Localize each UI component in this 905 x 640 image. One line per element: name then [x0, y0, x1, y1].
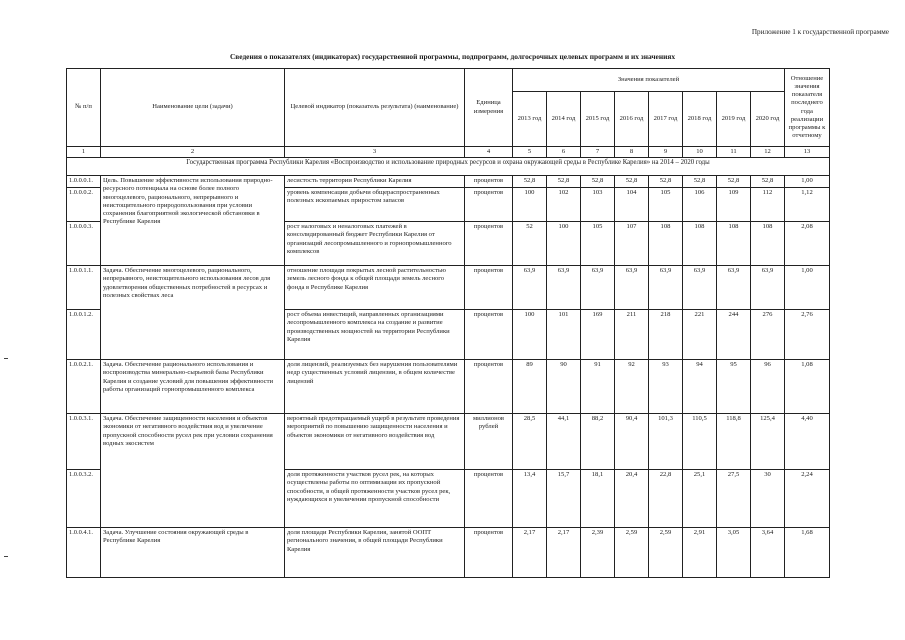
column-number: 1	[67, 147, 101, 158]
unit-cell: процентов	[465, 360, 513, 414]
row-code: 1.0.0.2.1.	[67, 360, 101, 414]
value-cell: 101	[547, 310, 581, 360]
value-cell: 221	[683, 310, 717, 360]
value-cell: 52	[513, 222, 547, 266]
header-row	[67, 69, 830, 92]
value-cell: 100	[513, 310, 547, 360]
header-year: 2017 год	[649, 92, 683, 147]
ratio-cell: 1,08	[785, 360, 830, 414]
header-year: 2016 год	[615, 92, 649, 147]
unit-cell: процентов	[465, 528, 513, 578]
value-cell: 52,8	[547, 176, 581, 188]
value-cell: 2,59	[615, 528, 649, 578]
goal-cell: Цель. Повышение эффективности использования природно-ресурсного потенциала на основе более полного многоцелевого, рационального, непрерывного и неистощительного природопользования при условии сохранения благоприятной экологической обстановки в Республике Карелия	[101, 176, 285, 266]
header-values-group: Значения показателей	[513, 69, 785, 92]
unit-cell: процентов	[465, 176, 513, 188]
table-row	[67, 266, 830, 310]
value-cell: 94	[683, 360, 717, 414]
table-row	[67, 176, 830, 188]
indicator-cell: лесистость территории Республики Карелия	[285, 176, 465, 188]
column-number: 4	[465, 147, 513, 158]
program-title: Государственная программа Республики Карелия «Воспроизводство и использование природных ресурсов и охрана окружающей среды в Республике Карелия» на 2014 – 2020 годы	[67, 158, 830, 176]
column-number: 10	[683, 147, 717, 158]
value-cell: 2,91	[683, 528, 717, 578]
value-cell: 218	[649, 310, 683, 360]
value-cell: 112	[751, 188, 785, 222]
value-cell: 22,8	[649, 470, 683, 528]
unit-cell: процентов	[465, 222, 513, 266]
value-cell: 90	[547, 360, 581, 414]
value-cell: 52,8	[717, 176, 751, 188]
value-cell: 110,5	[683, 414, 717, 470]
value-cell: 211	[615, 310, 649, 360]
row-code: 1.0.0.3.1.	[67, 414, 101, 470]
ratio-cell: 2,08	[785, 222, 830, 266]
value-cell: 92	[615, 360, 649, 414]
value-cell: 105	[649, 188, 683, 222]
value-cell: 2,17	[513, 528, 547, 578]
value-cell: 63,9	[581, 266, 615, 310]
value-cell: 3,64	[751, 528, 785, 578]
column-number: 11	[717, 147, 751, 158]
row-code: 1.0.0.3.2.	[67, 470, 101, 528]
indicator-cell: уровень компенсации добычи общераспространенных полезных ископаемых приростом запасов	[285, 188, 465, 222]
value-cell: 89	[513, 360, 547, 414]
value-cell: 52,8	[615, 176, 649, 188]
header-ratio: Отношение значения показателя последнего года реализации программы к отчетному	[785, 69, 830, 147]
ratio-cell: 1,12	[785, 188, 830, 222]
unit-cell: процентов	[465, 310, 513, 360]
value-cell: 100	[547, 222, 581, 266]
value-cell: 52,8	[751, 176, 785, 188]
value-cell: 20,4	[615, 470, 649, 528]
column-number: 8	[615, 147, 649, 158]
indicator-cell: отношение площади покрытых лесной растительностью земель лесного фонда к общей площади земель лесного фонда в Республике Карелия	[285, 266, 465, 310]
column-number: 13	[785, 147, 830, 158]
unit-cell: процентов	[465, 470, 513, 528]
ratio-cell: 2,76	[785, 310, 830, 360]
value-cell: 91	[581, 360, 615, 414]
row-code: 1.0.0.0.3.	[67, 222, 101, 266]
value-cell: 63,9	[751, 266, 785, 310]
value-cell: 96	[751, 360, 785, 414]
value-cell: 109	[717, 188, 751, 222]
header-year: 2019 год	[717, 92, 751, 147]
value-cell: 63,9	[547, 266, 581, 310]
column-number: 2	[101, 147, 285, 158]
ratio-cell: 1,00	[785, 266, 830, 310]
program-title-row	[67, 158, 830, 176]
value-cell: 52,8	[683, 176, 717, 188]
appendix-caption: Приложение 1 к государственной программе	[751, 28, 889, 36]
header-num: № п/п	[67, 69, 101, 147]
indicator-cell: доля лицензий, реализуемых без нарушения пользователями недр существенных условий лицензии, в общем количестве лицензий	[285, 360, 465, 414]
value-cell: 93	[649, 360, 683, 414]
value-cell: 63,9	[683, 266, 717, 310]
indicator-cell: вероятный предотвращаемый ущерб в результате проведения мероприятий по повышению защищенности населения и объектов экономики от негативного воздействия вод	[285, 414, 465, 470]
value-cell: 125,4	[751, 414, 785, 470]
header-unit: Единица измерения	[465, 69, 513, 147]
table-row	[67, 414, 830, 470]
goal-cell: Задача. Улучшение состояния окружающей среды в Республике Карелия	[101, 528, 285, 578]
value-cell: 118,8	[717, 414, 751, 470]
value-cell: 105	[581, 222, 615, 266]
value-cell: 2,39	[581, 528, 615, 578]
value-cell: 104	[615, 188, 649, 222]
value-cell: 276	[751, 310, 785, 360]
value-cell: 52,8	[513, 176, 547, 188]
goal-cell: Задача. Обеспечение рационального использования и воспроизводства минерально-сырьевой базы Республики Карелия и создание условий для повышения эффективности работы организаций горнопромышленного комплекса	[101, 360, 285, 414]
value-cell: 108	[649, 222, 683, 266]
margin-mark	[4, 556, 8, 557]
column-number: 12	[751, 147, 785, 158]
ratio-cell: 4,40	[785, 414, 830, 470]
column-number: 3	[285, 147, 465, 158]
unit-cell: процентов	[465, 188, 513, 222]
value-cell: 107	[615, 222, 649, 266]
value-cell: 90,4	[615, 414, 649, 470]
indicator-cell: рост налоговых и неналоговых платежей в консолидированный бюджет Республики Карелия от организаций лесопромышленного и горнопромышленного комплексов	[285, 222, 465, 266]
table-row	[67, 360, 830, 414]
value-cell: 244	[717, 310, 751, 360]
unit-cell: процентов	[465, 266, 513, 310]
column-number: 9	[649, 147, 683, 158]
unit-cell: миллионов рублей	[465, 414, 513, 470]
value-cell: 15,7	[547, 470, 581, 528]
document-title: Сведения о показателях (индикаторах) государственной программы, подпрограмм, долгосрочных целевых программ и их значениях	[229, 52, 676, 61]
value-cell: 2,17	[547, 528, 581, 578]
value-cell: 100	[513, 188, 547, 222]
value-cell: 63,9	[649, 266, 683, 310]
value-cell: 18,1	[581, 470, 615, 528]
ratio-cell: 1,00	[785, 176, 830, 188]
column-number: 6	[547, 147, 581, 158]
header-year: 2015 год	[581, 92, 615, 147]
table-row	[67, 528, 830, 578]
value-cell: 3,05	[717, 528, 751, 578]
margin-mark	[4, 358, 8, 359]
value-cell: 63,9	[615, 266, 649, 310]
indicator-cell: доля протяженности участков русел рек, на которых осуществлены работы по оптимизации их пропускной способности, в общей протяженности участков русел рек, нуждающихся в увеличении пропускной способности	[285, 470, 465, 528]
row-code: 1.0.0.0.1.	[67, 176, 101, 188]
header-year: 2020 год	[751, 92, 785, 147]
column-number: 5	[513, 147, 547, 158]
goal-cell: Задача. Обеспечение защищенности населения и объектов экономики от негативного воздействия вод и увеличение пропускной способности русел рек при условии сохранения водных экосистем	[101, 414, 285, 528]
header-indicator: Целевой индикатор (показатель результата) (наименование)	[285, 69, 465, 147]
header-goal: Наименование цели (задачи)	[101, 69, 285, 147]
value-cell: 88,2	[581, 414, 615, 470]
header-year: 2014 год	[547, 92, 581, 147]
value-cell: 28,5	[513, 414, 547, 470]
value-cell: 108	[683, 222, 717, 266]
ratio-cell: 2,24	[785, 470, 830, 528]
value-cell: 2,59	[649, 528, 683, 578]
column-numbers-row	[67, 147, 830, 158]
value-cell: 63,9	[717, 266, 751, 310]
value-cell: 103	[581, 188, 615, 222]
row-code: 1.0.0.4.1.	[67, 528, 101, 578]
indicators-table	[66, 68, 830, 578]
value-cell: 13,4	[513, 470, 547, 528]
row-code: 1.0.0.1.2.	[67, 310, 101, 360]
value-cell: 63,9	[513, 266, 547, 310]
value-cell: 108	[717, 222, 751, 266]
value-cell: 106	[683, 188, 717, 222]
value-cell: 169	[581, 310, 615, 360]
value-cell: 25,1	[683, 470, 717, 528]
row-code: 1.0.0.1.1.	[67, 266, 101, 310]
value-cell: 52,8	[581, 176, 615, 188]
indicator-cell: доля площади Республики Карелия, занятой ООПТ регионального значения, в общей площади Республики Карелия	[285, 528, 465, 578]
value-cell: 44,1	[547, 414, 581, 470]
value-cell: 95	[717, 360, 751, 414]
column-number: 7	[581, 147, 615, 158]
value-cell: 108	[751, 222, 785, 266]
value-cell: 101,3	[649, 414, 683, 470]
header-year: 2018 год	[683, 92, 717, 147]
indicator-cell: рост объема инвестиций, направленных организациями лесопромышленного комплекса на создание и развитие производственных мощностей на территории Республики Карелия	[285, 310, 465, 360]
value-cell: 102	[547, 188, 581, 222]
value-cell: 30	[751, 470, 785, 528]
header-year: 2013 год	[513, 92, 547, 147]
ratio-cell: 1,68	[785, 528, 830, 578]
value-cell: 27,5	[717, 470, 751, 528]
row-code: 1.0.0.0.2.	[67, 188, 101, 222]
goal-cell: Задача. Обеспечение многоцелевого, рационального, непрерывного, неистощительного использования лесов для удовлетворения общественных потребностей в ресурсах и полезных свойствах леса	[101, 266, 285, 360]
value-cell: 52,8	[649, 176, 683, 188]
